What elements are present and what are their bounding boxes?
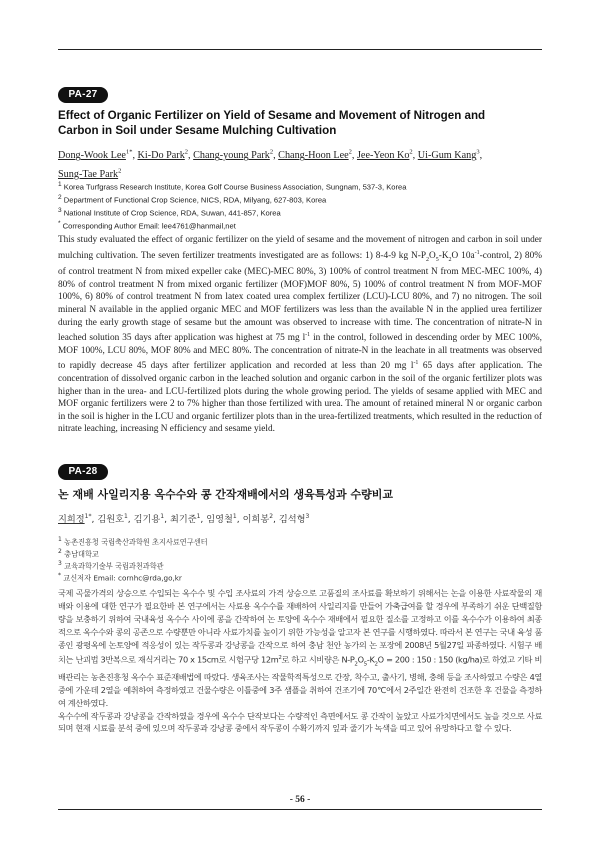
bottom-rule: [58, 809, 542, 810]
body-sub: 2: [374, 660, 378, 667]
abstract-title: 논 재배 사일리지용 옥수수와 콩 간작재배에서의 생육특성과 수량비교: [58, 488, 393, 501]
author-sup: 1: [160, 513, 165, 520]
author-sup: 2: [118, 167, 122, 175]
page-number: - 56 -: [289, 795, 311, 805]
author-sup: 3: [476, 149, 480, 156]
affiliation-mark: 3: [58, 559, 62, 567]
abstract-body: [58, 234, 542, 436]
author-sep: ,: [132, 150, 138, 162]
affiliation: [58, 219, 542, 232]
body-sub: 5: [435, 256, 439, 263]
body-sub: 5: [363, 660, 367, 667]
author-sup: 1: [123, 513, 128, 520]
author-sep: ,: [273, 514, 279, 526]
author-sup: 1: [196, 513, 201, 520]
body-text-run: 65 days after application. The concentration of dissolved organic carbon in the leached solution and organic carbon in the soil of the organic fertilizer plots was higher than in the urea- and LCU-fertilized plots during the whole growing period. The yields of sesame applied with MEC and MOF organic fertilizers were 2 to 7% higher than those fertilized with urea. The amount of retained mineral N or organic carbon in the soil is higher in the LCU and organic fertilizer plots than in the urea-fertilized treatments, which resulted in the reduction of nitrate leaching, increasing N efficiency and sesame yield.: [58, 361, 542, 435]
affiliation-text: National Institute of Crop Science, RDA, Suwan, 441-857, Korea: [63, 208, 281, 218]
author: [193, 150, 278, 161]
author-sep: ,: [351, 150, 357, 162]
affiliation: [58, 559, 542, 571]
affiliation-mark: 1: [58, 181, 62, 188]
abstract-badge: PA-27: [58, 87, 108, 103]
author-name: Jee-Yeon Ko: [356, 150, 410, 162]
author-sep: ,: [236, 514, 243, 526]
author-sep: ,: [479, 150, 483, 162]
abstract-body: [58, 587, 542, 735]
affiliation: [58, 535, 542, 547]
body-sup: -1: [305, 332, 311, 339]
abstract-badge: PA-28: [58, 464, 108, 480]
author-sup: 1: [232, 513, 237, 520]
author-name: 김석형: [278, 514, 306, 526]
author: [58, 150, 138, 161]
affiliation-text: Department of Functional Crop Science, NICS, RDA, Milyang, 627-803, Korea: [63, 195, 327, 205]
author-sup: 2: [269, 149, 274, 156]
author-name: Ui-Gum Kang: [417, 150, 477, 162]
author-name: 임영철: [206, 514, 233, 526]
author-sep: ,: [91, 514, 98, 526]
affiliation: [58, 193, 542, 206]
body-sup: -1: [413, 360, 419, 367]
author-sup: 1*: [84, 513, 92, 520]
author-sep: ,: [200, 514, 207, 526]
affiliation-text: 교육과학기술부 국립과천과학관: [64, 561, 164, 571]
affiliation-mark: 2: [58, 547, 62, 555]
author-sup: 1*: [125, 149, 133, 156]
author: [278, 150, 357, 161]
affiliation-list: [58, 535, 542, 583]
top-rule: [58, 49, 542, 50]
author-name: Ki-Do Park: [137, 150, 185, 162]
affiliation-mark: 2: [58, 194, 62, 202]
body-text-run: -control, 2) 80% of control treatment N from mixed expeller cake (MEC)-MEC 80%, 3) 100% of control treatment N from MEC-MEC 100%, 4) 80% of control treatment N from mixed organic fertilizer (MOF)MOF 80%, 5) 100% of control treatment N from MOF-MOF 100%, 6) 80% of control treatment N from latex coated urea complex fertilizer (LCU)-LCU 80%, and 7) no nitrogen. The soil mineral N available in the applied organic MEC and MOF fertilizers was less than the available N in the applied urea fertilizer during the early growth stage of sesame but the amount was observed to increase with time. The concentration of nitrate-N in leached solution 35 days after application was highest at 75 mg l: [58, 250, 542, 344]
affiliation-mark: *: [58, 220, 61, 228]
affiliation-text: Korea Turfgrass Research Institute, Korea Golf Course Business Association, Sungnam, 537-3, Korea: [63, 182, 407, 192]
affiliation-mark: *: [58, 571, 61, 579]
author-line: [58, 145, 542, 163]
author-sup: 3: [305, 513, 310, 520]
author-sep: ,: [164, 514, 170, 526]
author-sep: ,: [188, 150, 194, 162]
body-paragraph: [58, 587, 542, 710]
author-sup: 2: [348, 149, 352, 156]
body-sub: 2: [354, 660, 358, 667]
author-name: 이희봉: [242, 514, 270, 526]
author: [58, 169, 121, 180]
author-sup: 2: [184, 149, 189, 156]
affiliation-text: 충남대학교: [64, 549, 99, 559]
abstract-title: [58, 108, 548, 138]
author-name: 최기준: [169, 514, 197, 526]
affiliation: [58, 180, 542, 193]
author-name: 김기용: [133, 514, 161, 526]
affiliation-text: 농촌진흥청 국립축산과학원 초지사료연구센터: [64, 537, 208, 547]
author: [134, 514, 170, 525]
body-text-run: in the control, followed in descending order by MEC 100%, MOF 100%, LCU 80%, MOF 80% and MEC 80%. The concentration of nitrate-N in the leachate in all treatments was observed to rapidly decrease 45 days after fertilizer application and recorded at less than 20 mg l: [58, 333, 542, 372]
author-name: 지희정: [58, 514, 85, 526]
author-list: [58, 510, 542, 527]
author-name: Chang-young Park: [193, 150, 270, 162]
author-sup: 2: [409, 149, 413, 156]
author: [418, 150, 482, 161]
affiliation: [58, 206, 542, 219]
author: [279, 514, 309, 525]
affiliation: [58, 571, 542, 583]
body-text-run: -K: [366, 654, 375, 665]
author: [58, 514, 97, 525]
body-text-run: 로 하고 시비량은 N-P: [281, 654, 355, 665]
author: [357, 150, 418, 161]
body-text-run: O 10a: [451, 250, 475, 261]
body-text-run: O = 200 : 150 : 150 (kg/ha)로 하였고 기타 비배관리는 농촌진흥청 옥수수 표준재배법에 따랐다. 생육조사는 작물학적특성으로 간장, 착수고, 출사기, 병해, 충해 등을 조사하였고 수량은 4열중에 가운데 2열을 예취하여 측정하였고 건물수량은 이틀중에 3주 샘플을 취하여 건조기에 70℃에서 2주일간 완전히 건조한 후 건물을 측정하여 계산하였다.: [58, 654, 543, 708]
affiliation-list: [58, 180, 542, 232]
affiliation: [58, 547, 542, 559]
abstract-title-line: Effect of Organic Fertilizer on Yield of Sesame and Movement of Nitrogen and: [58, 109, 486, 122]
author: [243, 514, 279, 525]
author: [170, 514, 206, 525]
abstract-title-line: Carbon in Soil under Sesame Mulching Cultivation: [58, 124, 337, 137]
author-name: Dong-Wook Lee: [58, 150, 126, 162]
author-sep: ,: [273, 150, 279, 162]
body-sup: 2: [278, 654, 282, 661]
author-sep: ,: [412, 150, 418, 162]
affiliation-text: Corresponding Author Email: lee4761@hanmail,net: [62, 221, 236, 231]
body-text-run: -K: [438, 250, 449, 261]
affiliation-mark: 3: [58, 207, 62, 215]
body-paragraph: 옥수수에 작두콩과 강낭콩을 간작하였을 경우에 옥수수 단작보다는 수량적인 측면에서도 콩 간작이 높았고 사료가치면에서도 높을 것으로 사료되며 현재 시료를 분석 중에 있으며 작두콩과 강낭콩 중에서 작두콩이 수확기까지 잎과 줄기가 녹색을 띠고 있어 유망하다고 할 수 있다.: [58, 710, 542, 734]
author-name: Chang-Hoon Lee: [278, 150, 349, 162]
author: [138, 150, 194, 161]
body-sub: 2: [426, 256, 429, 263]
author-sup: 2: [269, 513, 274, 520]
body-text-run: This study evaluated the effect of organic fertilizer on the yield of sesame and the movement of nitrogen and carbon in soil under mulching cultivation. The seven fertilizer treatments investigated are as follows: 1) 8-4-9 kg N-P: [58, 235, 542, 261]
author-name: Sung-Tae Park: [58, 168, 119, 180]
author: [97, 514, 133, 525]
body-text-run: O: [357, 654, 364, 665]
body-text-run: O: [429, 250, 436, 261]
author-name: 김원호: [97, 514, 124, 526]
author-list: [58, 145, 542, 182]
body-sub: 2: [448, 256, 452, 263]
body-sup: -1: [474, 249, 480, 256]
author: [206, 514, 242, 525]
affiliation-mark: 1: [58, 536, 62, 543]
author-sep: ,: [127, 514, 134, 526]
body-text-run: 국제 곡물가격의 상승으로 수입되는 옥수수 및 수입 조사료의 가격 상승으로 고품질의 조사료를 확보하기 위해서는 논을 이용한 사료작물의 재배와 이용에 대한 연구가 필요한바 본 연구에서는 사료용 옥수수를 재배하여 사일리지를 만들어 가축급여를 할 경우에 부족하기 쉬운 단백질함량을 보충하기 위하여 국내육성 옥수수 사이에 콩을 간작하여 논 토양에 옥수수 재배에서 필요한 질소를 고정하고 이를 옥수수가 이용하여 최종적으로 옥수수와 콩의 공존으로 수량뿐만 아니라 사료가치를 높이기 위한 가능성을 알고자 본 연구를 시행하였다. 따라서 본 연구는 국내 육성 품종인 광평옥에 논토양에 적응성이 있는 작두콩과 강낭콩을 간작으로 하여 충남 천안 농가의 논 포장에 2008년 5월27일 파종하였다. 시험구 배치는 난괴법 3반복으로 재식거리는 70 x 15cm로 시험구당 12m: [58, 588, 542, 665]
affiliation-text: 교신저자 Email: cornhc@rda,go,kr: [63, 573, 182, 583]
